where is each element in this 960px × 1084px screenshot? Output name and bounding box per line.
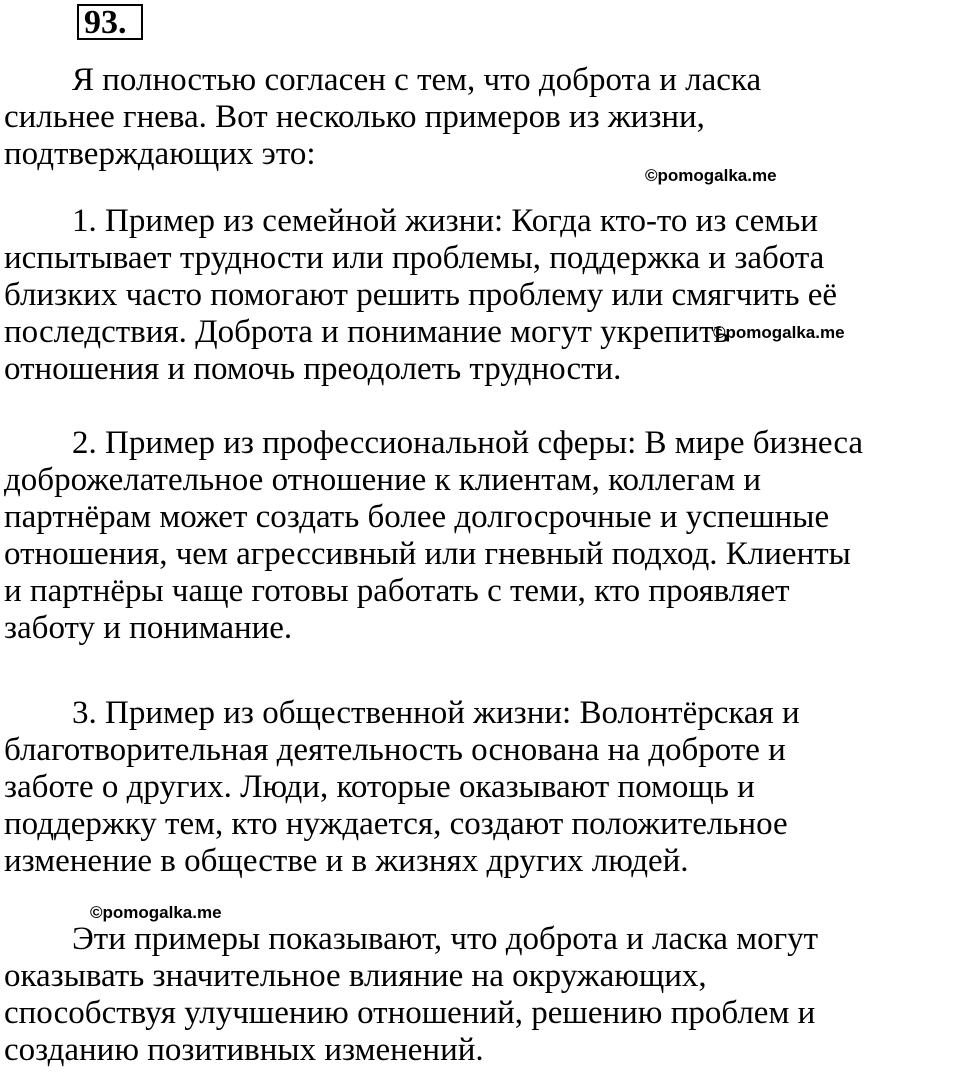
paragraph-intro [4, 62, 956, 173]
text-line: 2. Пример из профессиональной сферы: В мире бизнеса [72, 425, 864, 461]
text-line: подтверждающих это: [4, 136, 316, 172]
text-line: близких часто помогают решить проблему или смягчить её [4, 277, 838, 313]
text-line: отношения, чем агрессивный или гневный подход. Клиенты [4, 536, 851, 572]
text-line: доброжелательное отношение к клиентам, коллегам и [4, 462, 762, 498]
text-line: 1. Пример из семейной жизни: Когда кто-то из семьи [72, 203, 818, 239]
watermark: ©pomogalka.me [645, 166, 777, 185]
text-line: поддержку тем, кто нуждается, создают положительное [4, 806, 788, 842]
text-line: способствуя улучшению отношений, решению проблем и [4, 995, 816, 1031]
text-line: 3. Пример из общественной жизни: Волонтёрская и [72, 695, 800, 731]
text-line: Эти примеры показывают, что доброта и ласка могут [72, 921, 819, 957]
text-line: партнёрам может создать более долгосрочные и успешные [4, 499, 830, 535]
text-line: и партнёры чаще готовы работать с теми, кто проявляет [4, 573, 790, 609]
text-line: созданию позитивных изменений. [4, 1032, 484, 1068]
text-line: оказывать значительное влияние на окружающих, [4, 958, 707, 994]
text-line: изменение в обществе и в жизнях других людей. [4, 843, 689, 879]
watermark: ©pomogalka.me [713, 323, 845, 342]
paragraph-example-society [4, 695, 956, 880]
watermark: ©pomogalka.me [90, 903, 222, 922]
text-line: испытывает трудности или проблемы, поддержка и забота [4, 240, 825, 276]
paragraph-conclusion [4, 921, 956, 1069]
task-number-badge: 93. [77, 4, 143, 40]
text-line: заботу и понимание. [4, 610, 293, 646]
text-line: благотворительная деятельность основана на доброте и [4, 732, 786, 768]
text-line: последствия. Доброта и понимание могут укрепить [4, 314, 729, 350]
text-line: сильнее гнева. Вот несколько примеров из жизни, [4, 99, 705, 135]
text-line: отношения и помочь преодолеть трудности. [4, 351, 622, 387]
text-line: заботе о других. Люди, которые оказывают помощь и [4, 769, 755, 805]
paragraph-example-family [4, 203, 956, 388]
text-line: Я полностью согласен с тем, что доброта и ласка [72, 62, 762, 98]
paragraph-example-business [4, 425, 956, 647]
